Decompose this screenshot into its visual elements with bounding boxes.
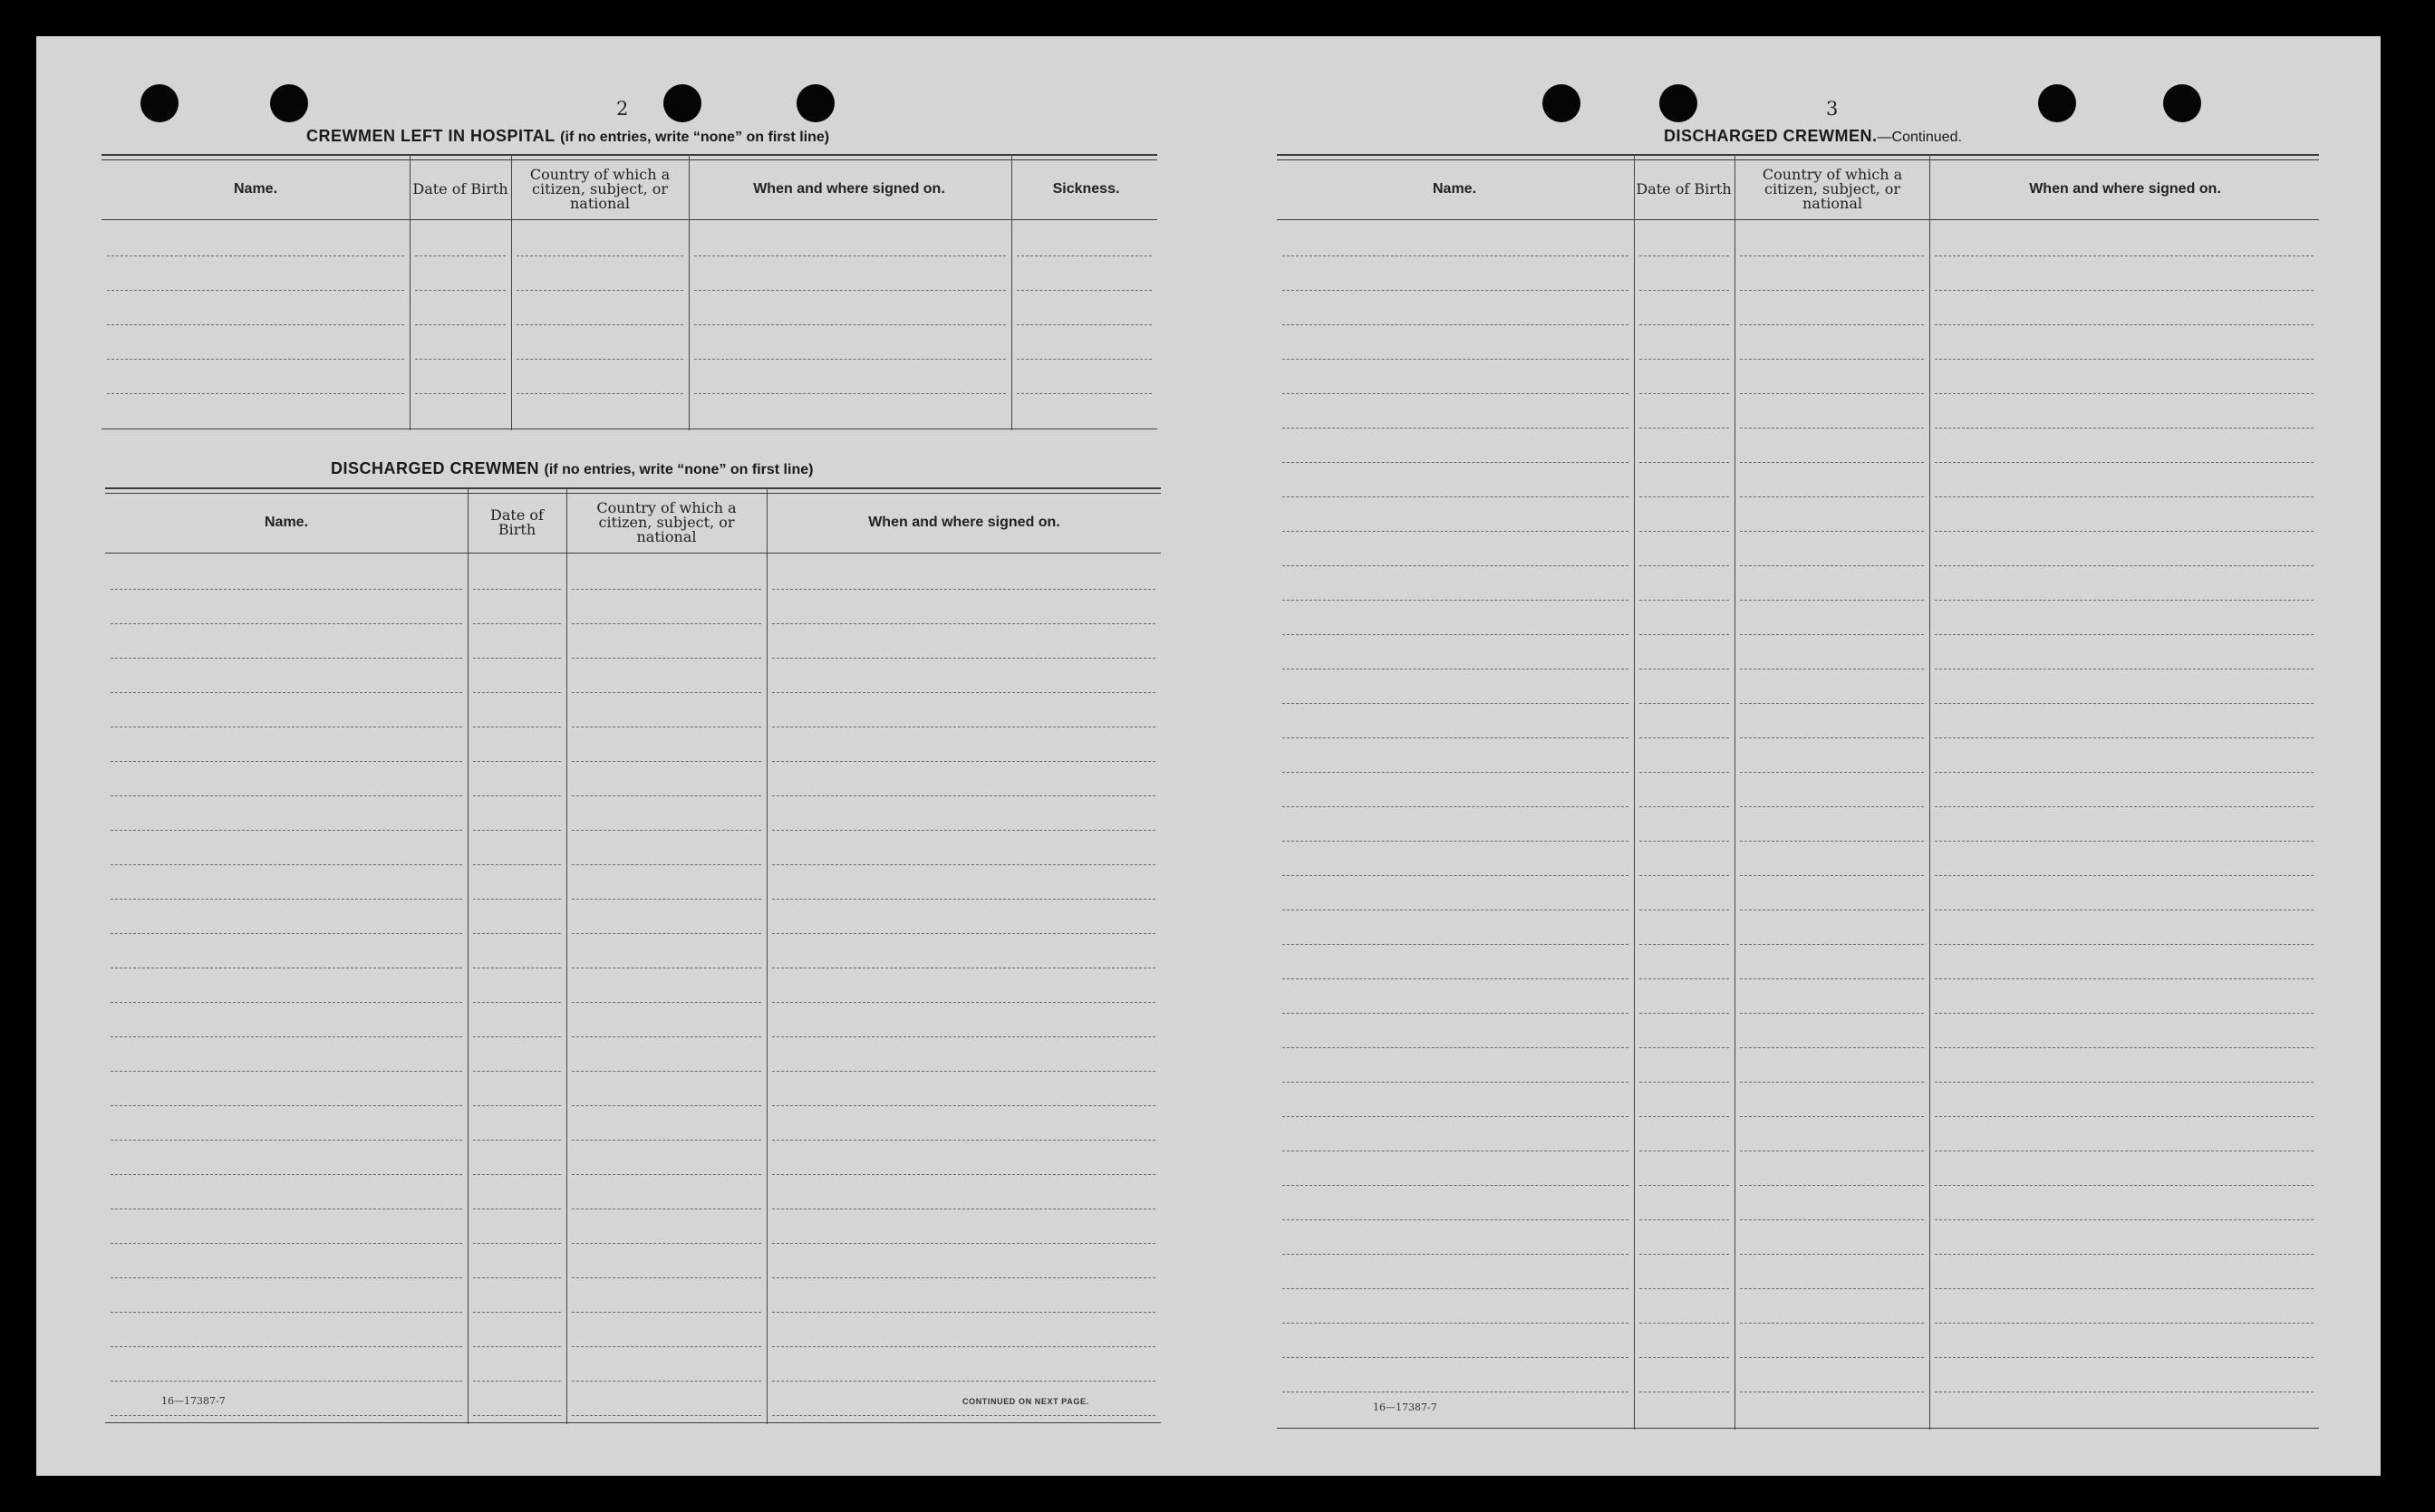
punch-hole bbox=[1542, 84, 1580, 122]
ruled-writing-line bbox=[1740, 978, 1924, 979]
header-rule bbox=[1277, 219, 2319, 220]
ruled-writing-line bbox=[772, 1002, 1155, 1003]
ruled-writing-line bbox=[1639, 1082, 1729, 1083]
ruled-writing-line bbox=[1935, 1219, 2314, 1220]
discharged-title: DISCHARGED CREWMEN bbox=[331, 459, 540, 477]
ruled-writing-line bbox=[415, 255, 506, 256]
ruled-writing-line bbox=[473, 830, 561, 831]
ruled-writing-line bbox=[1935, 944, 2314, 945]
ruled-writing-line bbox=[415, 290, 506, 291]
top-double-rule bbox=[105, 487, 1161, 494]
ruled-writing-line bbox=[517, 324, 683, 325]
ruled-writing-line bbox=[1639, 531, 1729, 532]
ruled-writing-line bbox=[1282, 841, 1628, 842]
ruled-writing-line bbox=[111, 658, 462, 659]
ruled-writing-line bbox=[473, 1243, 561, 1244]
ruled-writing-line bbox=[1639, 290, 1729, 291]
ruled-writing-line bbox=[572, 899, 761, 900]
column-header-date-of-birth: Date of Birth bbox=[1636, 180, 1732, 197]
ruled-writing-line bbox=[1282, 1323, 1628, 1324]
ruled-writing-line bbox=[107, 359, 404, 360]
ruled-writing-line bbox=[111, 1105, 462, 1106]
ruled-writing-line bbox=[111, 1381, 462, 1382]
column-header-country: Country of which a citizen, subject, or national bbox=[596, 499, 737, 545]
ruled-writing-line bbox=[1740, 1288, 1924, 1289]
discharged-continued-title bbox=[1664, 127, 1962, 146]
ruled-writing-line bbox=[473, 1071, 561, 1072]
ruled-writing-line bbox=[1639, 1116, 1729, 1117]
ruled-writing-line bbox=[1639, 737, 1729, 738]
ruled-writing-line bbox=[1935, 1013, 2314, 1014]
ruled-writing-line bbox=[1017, 290, 1152, 291]
ruled-writing-line bbox=[1282, 600, 1628, 601]
ruled-writing-line bbox=[772, 1381, 1155, 1382]
punch-hole bbox=[1659, 84, 1697, 122]
ruled-writing-line bbox=[111, 1036, 462, 1037]
discharged-instruction: (if no entries, write “none” on first line) bbox=[544, 462, 814, 477]
column-header-country: Country of which a citizen, subject, or national bbox=[1762, 166, 1903, 212]
ruled-writing-line bbox=[1935, 841, 2314, 842]
document-sheet bbox=[36, 36, 2381, 1476]
ruled-writing-line bbox=[1935, 737, 2314, 738]
ruled-writing-line bbox=[111, 1002, 462, 1003]
ruled-writing-line bbox=[1282, 1254, 1628, 1255]
ruled-writing-line bbox=[1935, 531, 2314, 532]
ruled-writing-line bbox=[772, 658, 1155, 659]
ruled-writing-line bbox=[1282, 737, 1628, 738]
ruled-writing-line bbox=[1740, 1082, 1924, 1083]
ruled-writing-line bbox=[772, 1312, 1155, 1313]
ruled-writing-line bbox=[1639, 462, 1729, 463]
ruled-writing-line bbox=[1639, 600, 1729, 601]
ruled-writing-line bbox=[107, 393, 404, 394]
ruled-writing-line bbox=[1282, 428, 1628, 429]
ruled-writing-line bbox=[772, 933, 1155, 934]
ruled-writing-line bbox=[1282, 1013, 1628, 1014]
ruled-writing-line bbox=[694, 393, 1006, 394]
ruled-writing-line bbox=[1935, 359, 2314, 360]
column-header-name: Name. bbox=[1432, 181, 1477, 197]
ruled-writing-line bbox=[1639, 1185, 1729, 1186]
ruled-writing-line bbox=[572, 658, 761, 659]
ruled-writing-line bbox=[1282, 1185, 1628, 1186]
ruled-writing-line bbox=[572, 1174, 761, 1175]
bottom-rule bbox=[1277, 1428, 2319, 1429]
ruled-writing-line bbox=[1935, 703, 2314, 704]
ruled-writing-line bbox=[694, 324, 1006, 325]
ruled-writing-line bbox=[1935, 600, 2314, 601]
header-rule bbox=[101, 219, 1157, 220]
ruled-writing-line bbox=[111, 1243, 462, 1244]
discharged-ledger bbox=[105, 487, 1161, 1424]
ruled-writing-line bbox=[1740, 428, 1924, 429]
ruled-writing-line bbox=[111, 864, 462, 865]
ruled-writing-line bbox=[772, 1140, 1155, 1141]
ruled-writing-line bbox=[111, 1415, 462, 1416]
ruled-writing-line bbox=[1639, 1254, 1729, 1255]
ruled-writing-line bbox=[1639, 1288, 1729, 1289]
ruled-writing-line bbox=[111, 761, 462, 762]
header-rule bbox=[105, 553, 1161, 554]
ruled-writing-line bbox=[473, 692, 561, 693]
ruled-writing-line bbox=[1282, 565, 1628, 566]
ruled-writing-line bbox=[572, 1140, 761, 1141]
punch-hole bbox=[270, 84, 308, 122]
ruled-writing-line bbox=[572, 1277, 761, 1278]
ruled-writing-line bbox=[572, 761, 761, 762]
hospital-title: CREWMEN LEFT IN HOSPITAL bbox=[306, 127, 556, 145]
ruled-writing-line bbox=[1740, 1219, 1924, 1220]
ruled-writing-line bbox=[517, 359, 683, 360]
ruled-writing-line bbox=[1639, 428, 1729, 429]
ruled-writing-line bbox=[1282, 290, 1628, 291]
ruled-writing-line bbox=[772, 830, 1155, 831]
ruled-writing-line bbox=[107, 255, 404, 256]
ruled-writing-line bbox=[772, 589, 1155, 590]
ruled-writing-line bbox=[1639, 1323, 1729, 1324]
ruled-writing-line bbox=[473, 1415, 561, 1416]
ruled-writing-line bbox=[1639, 324, 1729, 325]
ruled-writing-line bbox=[111, 1174, 462, 1175]
column-divider bbox=[566, 487, 567, 1424]
ruled-writing-line bbox=[1282, 1116, 1628, 1117]
ruled-writing-line bbox=[1935, 393, 2314, 394]
ruled-writing-line bbox=[473, 589, 561, 590]
ruled-writing-line bbox=[1740, 290, 1924, 291]
ruled-writing-line bbox=[473, 1174, 561, 1175]
ruled-writing-line bbox=[1639, 496, 1729, 497]
ruled-writing-line bbox=[572, 830, 761, 831]
ruled-writing-line bbox=[1935, 1357, 2314, 1358]
punch-hole bbox=[797, 84, 835, 122]
ruled-writing-line bbox=[1740, 1323, 1924, 1324]
column-divider bbox=[1634, 154, 1635, 1430]
ruled-writing-line bbox=[415, 393, 506, 394]
column-divider bbox=[511, 154, 512, 430]
hospital-ledger bbox=[101, 154, 1157, 430]
ruled-writing-line bbox=[1282, 978, 1628, 979]
column-header-signed-on: When and where signed on. bbox=[753, 181, 945, 197]
column-divider bbox=[468, 487, 469, 1424]
ruled-writing-line bbox=[1282, 1047, 1628, 1048]
ruled-writing-line bbox=[111, 1140, 462, 1141]
continued-suffix: —Continued. bbox=[1877, 130, 1962, 145]
ruled-writing-line bbox=[572, 1105, 761, 1106]
ruled-writing-line bbox=[1935, 1254, 2314, 1255]
ruled-writing-line bbox=[572, 1036, 761, 1037]
ruled-writing-line bbox=[572, 1243, 761, 1244]
column-header-name: Name. bbox=[264, 515, 309, 530]
ruled-writing-line bbox=[1740, 737, 1924, 738]
left-page bbox=[36, 36, 1232, 1476]
ruled-writing-line bbox=[1935, 1082, 2314, 1083]
ruled-writing-line bbox=[772, 1105, 1155, 1106]
ruled-writing-line bbox=[572, 1346, 761, 1347]
ruled-writing-line bbox=[1282, 875, 1628, 876]
punch-hole bbox=[140, 84, 179, 122]
ruled-writing-line bbox=[1282, 359, 1628, 360]
ruled-writing-line bbox=[1639, 875, 1729, 876]
ruled-writing-line bbox=[1740, 359, 1924, 360]
ruled-writing-line bbox=[1282, 772, 1628, 773]
ruled-writing-line bbox=[473, 899, 561, 900]
ruled-writing-line bbox=[473, 1140, 561, 1141]
ruled-writing-line bbox=[1017, 324, 1152, 325]
ruled-writing-line bbox=[1935, 772, 2314, 773]
ruled-writing-line bbox=[694, 290, 1006, 291]
ruled-writing-line bbox=[572, 1071, 761, 1072]
ruled-writing-line bbox=[1935, 462, 2314, 463]
ruled-writing-line bbox=[772, 864, 1155, 865]
ruled-writing-line bbox=[572, 623, 761, 624]
ruled-writing-line bbox=[517, 290, 683, 291]
ruled-writing-line bbox=[1935, 875, 2314, 876]
ruled-writing-line bbox=[1017, 359, 1152, 360]
ruled-writing-line bbox=[572, 1002, 761, 1003]
ruled-writing-line bbox=[1935, 1047, 2314, 1048]
hospital-instruction: (if no entries, write “none” on first line) bbox=[560, 130, 830, 145]
ruled-writing-line bbox=[415, 324, 506, 325]
ruled-writing-line bbox=[772, 1415, 1155, 1416]
ruled-writing-line bbox=[473, 1105, 561, 1106]
ruled-writing-line bbox=[772, 795, 1155, 796]
ruled-writing-line bbox=[1639, 703, 1729, 704]
ruled-writing-line bbox=[1740, 1116, 1924, 1117]
ruled-writing-line bbox=[1282, 496, 1628, 497]
ruled-writing-line bbox=[572, 1312, 761, 1313]
ruled-writing-line bbox=[772, 899, 1155, 900]
ruled-writing-line bbox=[107, 324, 404, 325]
ruled-writing-line bbox=[1740, 462, 1924, 463]
ruled-writing-line bbox=[1935, 1288, 2314, 1289]
ruled-writing-line bbox=[473, 795, 561, 796]
ruled-writing-line bbox=[1935, 324, 2314, 325]
ruled-writing-line bbox=[473, 1312, 561, 1313]
ruled-writing-line bbox=[1740, 393, 1924, 394]
ruled-writing-line bbox=[1282, 462, 1628, 463]
ruled-writing-line bbox=[1740, 565, 1924, 566]
ruled-writing-line bbox=[517, 393, 683, 394]
ruled-writing-line bbox=[1282, 944, 1628, 945]
ruled-writing-line bbox=[1740, 496, 1924, 497]
ruled-writing-line bbox=[111, 795, 462, 796]
ruled-writing-line bbox=[111, 692, 462, 693]
ruled-writing-line bbox=[1935, 565, 2314, 566]
column-divider bbox=[767, 487, 768, 1424]
ruled-writing-line bbox=[1935, 806, 2314, 807]
ruled-writing-line bbox=[1639, 393, 1729, 394]
ruled-writing-line bbox=[1740, 806, 1924, 807]
ruled-writing-line bbox=[772, 1036, 1155, 1037]
page-number: 3 bbox=[1826, 98, 1839, 120]
ruled-writing-line bbox=[1740, 255, 1924, 256]
ruled-writing-line bbox=[111, 1277, 462, 1278]
ruled-writing-line bbox=[1639, 806, 1729, 807]
ruled-writing-line bbox=[772, 1346, 1155, 1347]
ruled-writing-line bbox=[473, 1036, 561, 1037]
ruled-writing-line bbox=[572, 795, 761, 796]
right-page bbox=[1232, 36, 2381, 1476]
ruled-writing-line bbox=[772, 623, 1155, 624]
ruled-writing-line bbox=[1740, 1185, 1924, 1186]
column-divider bbox=[689, 154, 690, 430]
ruled-writing-line bbox=[111, 1346, 462, 1347]
ruled-writing-line bbox=[1740, 1357, 1924, 1358]
ruled-writing-line bbox=[772, 1277, 1155, 1278]
ruled-writing-line bbox=[473, 1381, 561, 1382]
page-number: 2 bbox=[616, 98, 629, 120]
ruled-writing-line bbox=[1282, 255, 1628, 256]
column-header-country: Country of which a citizen, subject, or national bbox=[529, 166, 671, 212]
ruled-writing-line bbox=[1282, 1288, 1628, 1289]
ruled-writing-line bbox=[772, 1174, 1155, 1175]
column-divider bbox=[1734, 154, 1735, 1430]
ruled-writing-line bbox=[1639, 1357, 1729, 1358]
ruled-writing-line bbox=[1282, 806, 1628, 807]
ruled-writing-line bbox=[694, 359, 1006, 360]
top-double-rule bbox=[1277, 154, 2319, 160]
continued-note: CONTINUED ON NEXT PAGE. bbox=[962, 1397, 1089, 1406]
punch-hole bbox=[663, 84, 701, 122]
ruled-writing-line bbox=[1935, 1323, 2314, 1324]
column-header-name: Name. bbox=[233, 181, 278, 197]
ruled-writing-line bbox=[572, 864, 761, 865]
ruled-writing-line bbox=[1935, 428, 2314, 429]
ruled-writing-line bbox=[415, 359, 506, 360]
hospital-section-title bbox=[306, 127, 829, 146]
form-number: 16—17387-7 bbox=[1373, 1401, 1437, 1413]
ruled-writing-line bbox=[572, 692, 761, 693]
ruled-writing-line bbox=[1282, 703, 1628, 704]
ruled-writing-line bbox=[1740, 1254, 1924, 1255]
ruled-writing-line bbox=[1639, 944, 1729, 945]
column-header-signed-on: When and where signed on. bbox=[868, 515, 1060, 530]
ruled-writing-line bbox=[1639, 1013, 1729, 1014]
column-divider bbox=[1011, 154, 1012, 430]
column-header-date-of-birth: Date of Birth bbox=[490, 506, 544, 538]
ruled-writing-line bbox=[1935, 255, 2314, 256]
ruled-writing-line bbox=[1935, 1116, 2314, 1117]
bottom-rule bbox=[105, 1422, 1161, 1423]
ruled-writing-line bbox=[1282, 1219, 1628, 1220]
ruled-writing-line bbox=[1639, 1047, 1729, 1048]
ruled-writing-line bbox=[1639, 978, 1729, 979]
ruled-writing-line bbox=[572, 1381, 761, 1382]
ruled-writing-line bbox=[572, 589, 761, 590]
ruled-writing-line bbox=[1639, 359, 1729, 360]
column-header-date-of-birth: Date of Birth bbox=[412, 180, 508, 197]
ruled-writing-line bbox=[1935, 1185, 2314, 1186]
ruled-writing-line bbox=[1740, 772, 1924, 773]
ruled-writing-line bbox=[1639, 772, 1729, 773]
ruled-writing-line bbox=[1282, 634, 1628, 635]
ruled-writing-line bbox=[111, 1312, 462, 1313]
ruled-writing-line bbox=[1639, 255, 1729, 256]
ruled-writing-line bbox=[772, 1071, 1155, 1072]
ruled-writing-line bbox=[111, 589, 462, 590]
ruled-writing-line bbox=[473, 1277, 561, 1278]
ruled-writing-line bbox=[1935, 634, 2314, 635]
ruled-writing-line bbox=[1740, 875, 1924, 876]
column-divider bbox=[1929, 154, 1930, 1430]
ruled-writing-line bbox=[1282, 393, 1628, 394]
ruled-writing-line bbox=[473, 623, 561, 624]
ruled-writing-line bbox=[1740, 324, 1924, 325]
ruled-writing-line bbox=[473, 1002, 561, 1003]
ruled-writing-line bbox=[473, 864, 561, 865]
column-header-signed-on: When and where signed on. bbox=[2029, 181, 2221, 197]
ruled-writing-line bbox=[1017, 255, 1152, 256]
ruled-writing-line bbox=[1740, 634, 1924, 635]
ruled-writing-line bbox=[107, 290, 404, 291]
ruled-writing-line bbox=[473, 658, 561, 659]
ruled-writing-line bbox=[694, 255, 1006, 256]
ruled-writing-line bbox=[473, 761, 561, 762]
ruled-writing-line bbox=[1740, 531, 1924, 532]
ruled-writing-line bbox=[1740, 1013, 1924, 1014]
ruled-writing-line bbox=[1740, 944, 1924, 945]
ruled-writing-line bbox=[111, 1071, 462, 1072]
discharged-continued-heading: DISCHARGED CREWMEN. bbox=[1664, 127, 1878, 145]
ruled-writing-line bbox=[1935, 290, 2314, 291]
ruled-writing-line bbox=[1740, 1047, 1924, 1048]
ruled-writing-line bbox=[1935, 496, 2314, 497]
top-double-rule bbox=[101, 154, 1157, 160]
ruled-writing-line bbox=[772, 692, 1155, 693]
discharged-continued-ledger bbox=[1277, 154, 2319, 1430]
ruled-writing-line bbox=[1740, 703, 1924, 704]
column-header-sickness: Sickness. bbox=[1052, 181, 1120, 197]
ruled-writing-line bbox=[572, 1415, 761, 1416]
punch-hole bbox=[2163, 84, 2201, 122]
ruled-writing-line bbox=[111, 933, 462, 934]
ruled-writing-line bbox=[111, 830, 462, 831]
punch-hole bbox=[2038, 84, 2076, 122]
ruled-writing-line bbox=[1740, 600, 1924, 601]
ruled-writing-line bbox=[772, 761, 1155, 762]
ruled-writing-line bbox=[473, 933, 561, 934]
ruled-writing-line bbox=[1639, 565, 1729, 566]
ruled-writing-line bbox=[1282, 531, 1628, 532]
ruled-writing-line bbox=[1639, 634, 1729, 635]
ruled-writing-line bbox=[1282, 324, 1628, 325]
ruled-writing-line bbox=[1282, 1082, 1628, 1083]
ruled-writing-line bbox=[111, 899, 462, 900]
discharged-section-title bbox=[331, 459, 813, 478]
ruled-writing-line bbox=[1017, 393, 1152, 394]
ruled-writing-line bbox=[572, 933, 761, 934]
ruled-writing-line bbox=[473, 1346, 561, 1347]
form-number: 16—17387-7 bbox=[161, 1395, 226, 1407]
ruled-writing-line bbox=[1639, 1219, 1729, 1220]
ruled-writing-line bbox=[1935, 978, 2314, 979]
ruled-writing-line bbox=[772, 1243, 1155, 1244]
ruled-writing-line bbox=[1740, 841, 1924, 842]
ruled-writing-line bbox=[517, 255, 683, 256]
ruled-writing-line bbox=[1282, 1357, 1628, 1358]
column-divider bbox=[410, 154, 411, 430]
ruled-writing-line bbox=[111, 623, 462, 624]
ruled-writing-line bbox=[1639, 841, 1729, 842]
